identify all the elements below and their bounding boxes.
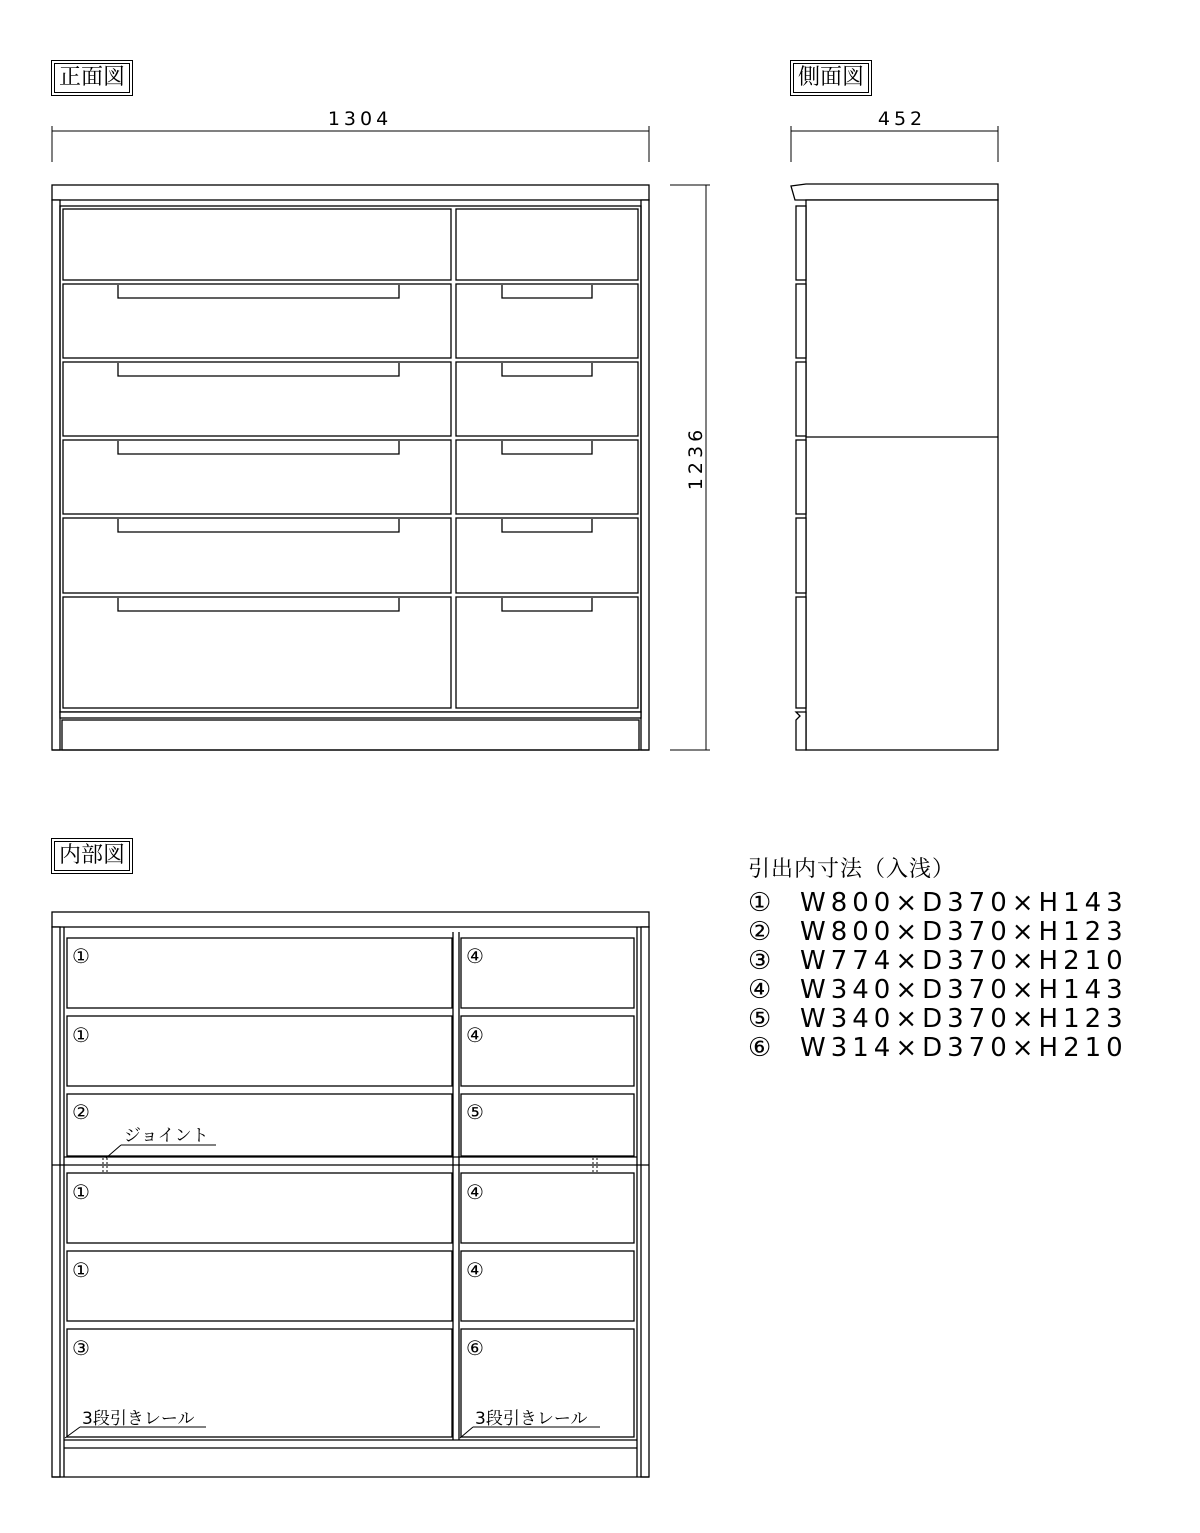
interior-drawer-right-3 [461,1094,634,1156]
interior-label-left-3: ② [72,1100,90,1124]
interior-drawer-left-1 [67,938,452,1008]
interior-drawer-right-5 [461,1251,634,1321]
spec-line-1 [748,889,1128,918]
spec-value: W314×D370×H210 [800,1033,1128,1063]
front-view-title-text: 正面図 [54,63,130,93]
spec-line-4 [748,976,1128,1005]
width-dimension-label: 1304 [327,108,393,130]
interior-drawer-left-2 [67,1016,452,1086]
interior-right-panel [641,927,649,1477]
depth-dimension [791,108,998,162]
side-top-board [791,184,998,200]
interior-top-board [52,912,649,927]
interior-label-right-6: ⑥ [466,1336,484,1360]
rail-note-left-text: 3段引きレール [82,1409,195,1429]
drawer-front-right-3 [456,362,638,436]
side-view [791,108,998,750]
depth-dimension-label: 452 [877,108,927,130]
interior-label-left-2: ① [72,1023,90,1047]
spec-number: ④ [748,975,772,1005]
drawer-front-left-5 [63,518,451,593]
drawer-front-left-1 [63,209,451,280]
interior-drawer-right-2 [461,1016,634,1086]
spec-value: W774×D370×H210 [800,946,1128,976]
interior-view-title-text: 内部図 [54,841,130,871]
top-board [52,185,649,200]
width-dimension [52,108,649,162]
interior-label-right-1: ④ [466,944,484,968]
interior-label-right-5: ④ [466,1258,484,1282]
interior-drawer-left-4 [67,1173,452,1243]
interior-drawer-left-3 [67,1094,452,1156]
drawer-front-left-4 [63,440,451,514]
spec-number: ① [748,888,772,918]
spec-line-6 [748,1034,1128,1063]
interior-label-right-4: ④ [466,1180,484,1204]
spec-number: ③ [748,946,772,976]
interior-view [52,912,649,1477]
drawer-front-right-5 [456,518,638,593]
drawer-front-left-3 [63,362,451,436]
drawer-front-right-4 [456,440,638,514]
side-view-title-text: 側面図 [793,63,869,93]
rail-note-right-text: 3段引きレール [475,1409,588,1429]
interior-label-left-4: ① [72,1180,90,1204]
side-drawer-fronts [796,206,806,750]
interior-label-right-2: ④ [466,1023,484,1047]
interior-label-left-5: ① [72,1258,90,1282]
plinth-strip [60,712,641,718]
drawer-front-right-1 [456,209,638,280]
joint-note-text: ジョイント [124,1126,209,1146]
spec-value: W340×D370×H143 [800,975,1128,1005]
left-side-panel [52,200,60,750]
interior-label-right-3: ⑤ [466,1100,484,1124]
spec-number: ⑥ [748,1033,772,1063]
spec-value: W340×D370×H123 [800,1004,1128,1034]
drawer-inner-dimensions [748,852,1128,1063]
right-side-panel [641,200,649,750]
interior-left-panel [52,927,60,1477]
side-body [806,200,998,750]
spec-line-2 [748,918,1128,947]
interior-drawer-right-4 [461,1173,634,1243]
interior-label-left-6: ③ [72,1336,90,1360]
drawer-front-left-2 [63,284,451,358]
drawer-front-left-6 [63,597,451,708]
spec-number: ⑤ [748,1004,772,1034]
front-view [52,108,710,750]
spec-value: W800×D370×H123 [800,917,1128,947]
interior-drawer-left-5 [67,1251,452,1321]
drawer-front-right-2 [456,284,638,358]
drawer-front-right-6 [456,597,638,708]
spec-title: 引出内寸法（入浅） [748,857,956,882]
height-dimension-label: 1236 [685,425,707,491]
plinth [62,720,639,750]
spec-line-5 [748,1005,1128,1034]
spec-number: ② [748,917,772,947]
spec-line-3 [748,947,1128,976]
height-dimension [670,185,710,750]
interior-label-left-1: ① [72,944,90,968]
spec-value: W800×D370×H143 [800,888,1128,918]
interior-drawer-right-1 [461,938,634,1008]
